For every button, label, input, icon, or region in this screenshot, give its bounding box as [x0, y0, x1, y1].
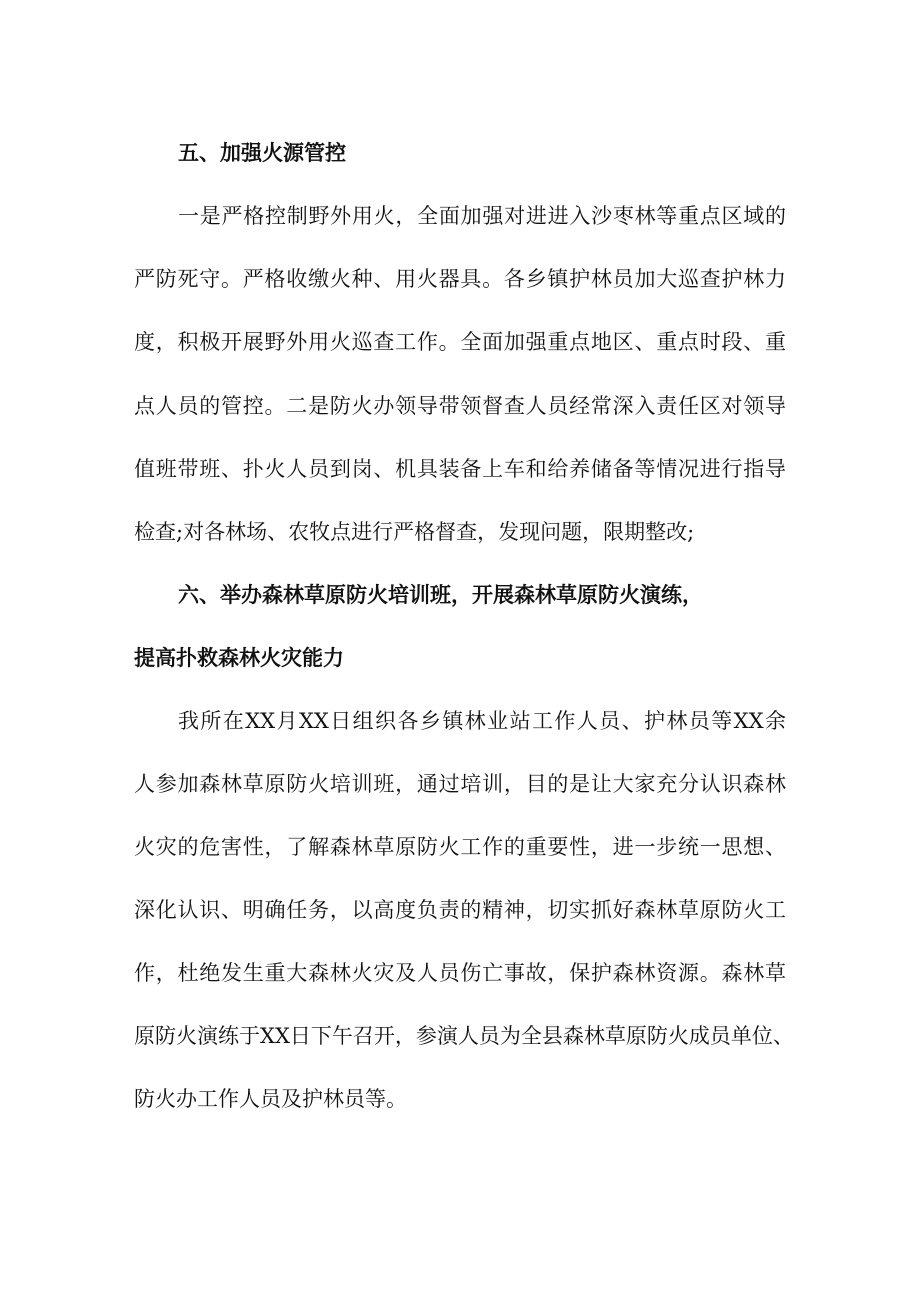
section-6-line-4: 深化认识、明确任务，以高度负责的精神，切实抓好森林草原防火工: [134, 898, 786, 922]
section-6-line-1: 我所在XX月XX日组织各乡镇林业站工作人员、护林员等XX余: [178, 709, 786, 733]
section-5-line-1: 一是严格控制野外用火，全面加强对进进入沙枣林等重点区域的: [178, 204, 786, 228]
section-5-line-5: 值班带班、扑火人员到岗、机具装备上车和给养储备等情况进行指导: [134, 457, 786, 481]
section-5-heading: 五、加强火源管控: [178, 141, 346, 165]
section-5-line-4: 点人员的管控。二是防火办领导带领督查人员经常深入责任区对领导: [134, 394, 786, 418]
section-6-line-5: 作，杜绝发生重大森林火灾及人员伤亡事故，保护森林资源。森林草: [134, 961, 786, 985]
section-6-line-6: 原防火演练于XX日下午召开，参演人员为全县森林草原防火成员单位、: [134, 1024, 794, 1048]
section-6-heading-line-1: 六、举办森林草原防火培训班，开展森林草原防火演练，: [178, 583, 703, 607]
section-6-heading-line-2: 提高扑救森林火灾能力: [134, 646, 344, 670]
section-6-line-3: 火灾的危害性，了解森林草原防火工作的重要性，进一步统一思想、: [134, 835, 786, 859]
section-5-line-3: 度，积极开展野外用火巡查工作。全面加强重点地区、重点时段、重: [134, 330, 786, 354]
section-5-line-2: 严防死守。严格收缴火种、用火器具。各乡镇护林员加大巡查护林力: [134, 267, 786, 291]
section-5-line-6: 检查;对各林场、农牧点进行严格督查，发现问题，限期整改;: [134, 520, 695, 544]
section-6-line-2: 人参加森林草原防火培训班，通过培训，目的是让大家充分认识森林: [134, 772, 786, 796]
section-6-line-7: 防火办工作人员及护林员等。: [134, 1087, 407, 1111]
